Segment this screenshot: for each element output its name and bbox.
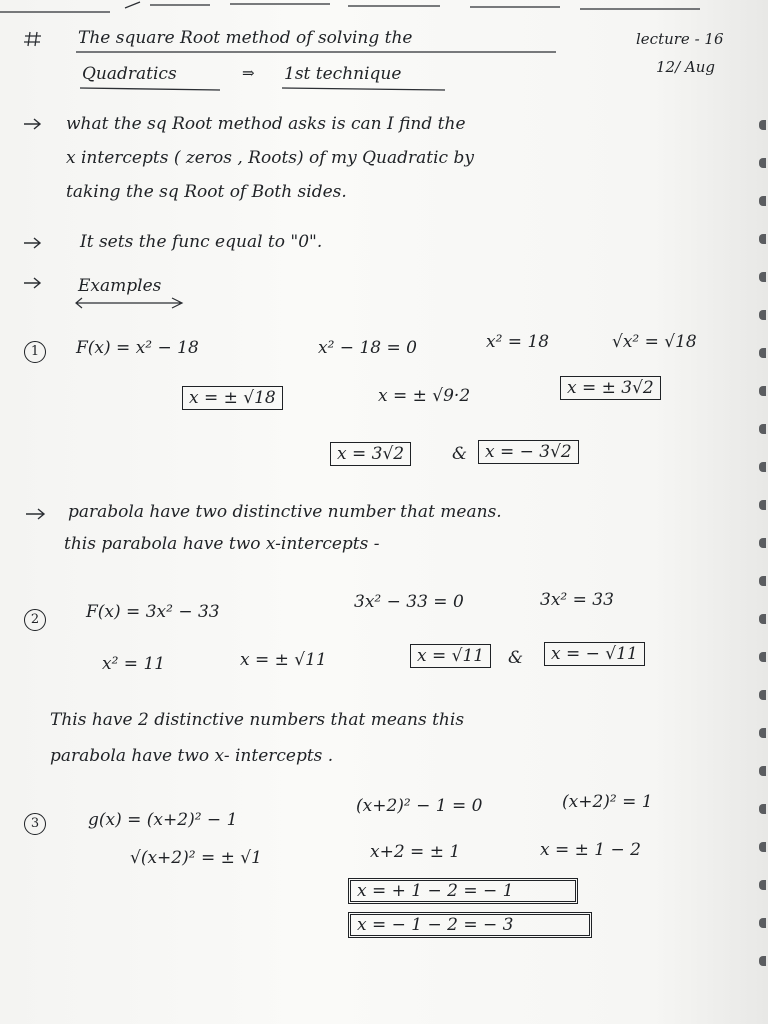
- spiral-binding: [754, 0, 768, 1024]
- ex2-set-zero: 3x² − 33 = 0: [354, 592, 464, 612]
- technique-label: 1st technique: [284, 64, 402, 84]
- ex1-box-plus-minus: x = ± √18: [182, 386, 283, 410]
- ex1-conclusion-1: parabola have two distinctive number that means.: [68, 502, 502, 522]
- ex1-conclusion-2: this parabola have two x-intercepts -: [64, 534, 380, 554]
- ex3-box-root-1: x = + 1 − 2 = − 1: [348, 878, 578, 904]
- ex1-box-positive-root: x = 3√2: [330, 442, 411, 466]
- ex2-ampersand: &: [508, 648, 524, 668]
- ex1-isolate: x² = 18: [486, 332, 550, 352]
- ex3-isolate: (x+2)² = 1: [562, 792, 653, 812]
- ex2-function: F(x) = 3x² − 33: [86, 602, 220, 622]
- page-title-subject: Quadratics: [82, 64, 177, 84]
- ex3-function: g(x) = (x+2)² − 1: [88, 810, 238, 830]
- ex1-box-simplified: x = ± 3√2: [560, 376, 661, 400]
- page-title: The square Root method of solving the: [78, 28, 413, 48]
- sets-equal-note: It sets the func equal to "0".: [80, 232, 323, 252]
- ex2-conclusion-1: This have 2 distinctive numbers that means this: [50, 710, 465, 730]
- ex2-sqrt: x = ± √11: [240, 650, 327, 670]
- ex1-ampersand: &: [452, 444, 468, 464]
- lecture-number: lecture - 16: [636, 30, 724, 48]
- ex2-box-positive-root: x = √11: [410, 644, 491, 668]
- ex2-divide: x² = 11: [102, 654, 166, 674]
- intro-line-3: taking the sq Root of Both sides.: [66, 182, 347, 202]
- ex2-isolate: 3x² = 33: [540, 590, 614, 610]
- examples-heading: Examples: [78, 276, 162, 296]
- ex2-box-negative-root: x = − √11: [544, 642, 645, 666]
- ex1-box-negative-root: x = − 3√2: [478, 440, 579, 464]
- ex3-solve: x = ± 1 − 2: [540, 840, 641, 860]
- ex1-function: F(x) = x² − 18: [76, 338, 199, 358]
- example-2-number: 2: [24, 608, 46, 631]
- ex1-factor: x = ± √9·2: [378, 386, 471, 406]
- lecture-date: 12/ Aug: [656, 58, 716, 76]
- ex3-box-root-2: x = − 1 − 2 = − 3: [348, 912, 592, 938]
- arrow-text: ⇒: [242, 64, 255, 82]
- ex3-sqrt-both: √(x+2)² = ± √1: [130, 848, 262, 868]
- example-1-number: 1: [24, 340, 46, 363]
- ex3-set-zero: (x+2)² − 1 = 0: [356, 796, 483, 816]
- ex1-sqrt-both: √x² = √18: [612, 332, 697, 352]
- intro-line-1: what the sq Root method asks is can I find the: [66, 114, 466, 134]
- ex3-sqrt-result: x+2 = ± 1: [370, 842, 461, 862]
- example-3-number: 3: [24, 812, 46, 835]
- intro-line-2: x intercepts ( zeros , Roots) of my Quadratic by: [66, 148, 474, 168]
- ex2-conclusion-2: parabola have two x- intercepts .: [50, 746, 334, 766]
- ex1-set-zero: x² − 18 = 0: [318, 338, 417, 358]
